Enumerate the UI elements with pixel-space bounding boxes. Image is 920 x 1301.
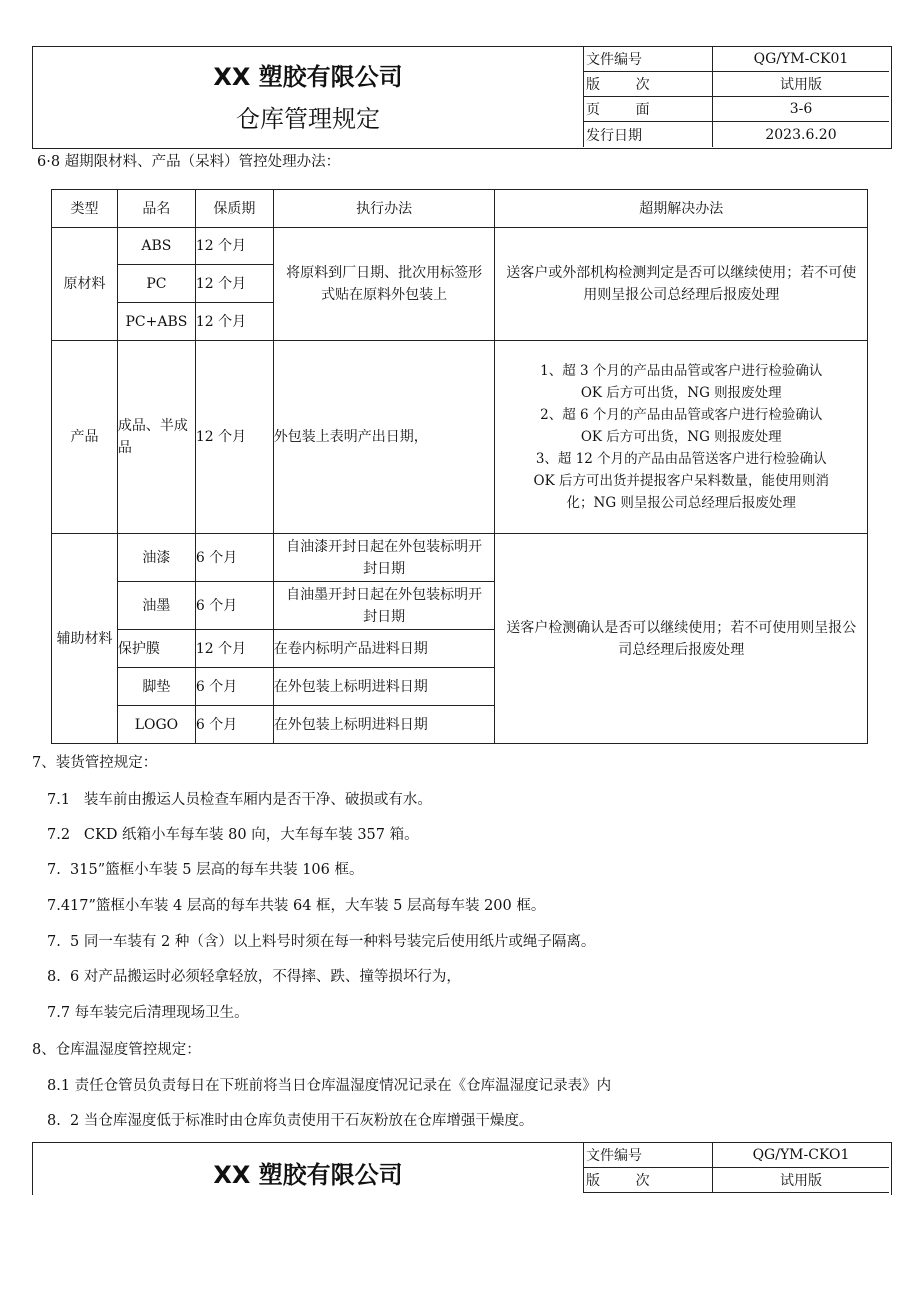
item-shelf: 12 个月	[195, 341, 273, 534]
section-7-item: 8. 6 对产品搬运时必须轻拿轻放，不得摔、跌、撞等损坏行为，	[47, 969, 461, 985]
item-method: 自油漆开封日起在外包装标明开封日期	[273, 534, 495, 582]
doc-no-label: 文件编号	[584, 47, 713, 72]
item-name: ABS	[117, 228, 195, 265]
overdue-line: OK 后方可出货，NG 则报废处理	[580, 385, 782, 401]
item-name: 成品、半成品	[117, 341, 195, 534]
section-7-heading: 7、装货管控规定：	[32, 755, 158, 771]
raw-method: 将原料到厂日期、批次用标签形式贴在原料外包装上	[273, 228, 495, 341]
item-shelf: 12 个月	[195, 303, 273, 341]
document-header	[32, 46, 892, 149]
version-label: 版 次	[584, 72, 713, 97]
version-value: 试用版	[713, 1168, 890, 1193]
item-name: PC	[117, 265, 195, 303]
type-cell-product: 产品	[52, 341, 118, 534]
overdue-line: 2、超 6 个月的产品由品管或客户进行检验确认	[540, 407, 823, 423]
header-cell: 执行办法	[273, 190, 495, 228]
version-label: 版 次	[584, 1168, 713, 1193]
header-meta-table	[583, 1143, 889, 1193]
section-8-item: 8.1 责任仓管员负责每日在下班前将当日仓库温湿度情况记录在《仓库温湿度记录表》内	[47, 1078, 612, 1094]
header-meta-table	[583, 47, 889, 147]
doc-no-value: QG/YM-CK01	[713, 47, 890, 72]
item-method: 在外包装上标明进料日期	[273, 706, 495, 744]
item-method: 在卷内标明产品进料日期	[273, 630, 495, 668]
next-page-header	[32, 1142, 892, 1195]
company-name: XX 塑胶有限公司	[213, 63, 403, 91]
section-7-item: 7. 315”篮框小车装 5 层高的每车共装 106 框。	[47, 862, 364, 878]
overdue-line: OK 后方可出货，NG 则报废处理	[580, 429, 782, 445]
overdue-line: OK 后方可出货并提报客户呆料数量，能使用则消	[533, 473, 829, 489]
item-shelf: 12 个月	[195, 265, 273, 303]
item-name: 脚垫	[117, 668, 195, 706]
section-8-item: 8. 2 当仓库湿度低于标准时由仓库负责使用干石灰粉放在仓库增强干燥度。	[47, 1113, 534, 1129]
item-shelf: 6 个月	[195, 706, 273, 744]
item-name: 油漆	[117, 534, 195, 582]
header-cell: 品名	[117, 190, 195, 228]
header-cell: 类型	[52, 190, 118, 228]
version-value: 试用版	[713, 72, 890, 97]
item-name: 油墨	[117, 582, 195, 630]
raw-overdue: 送客户或外部机构检测判定是否可以继续使用；若不可使用则呈报公司总经理后报废处理	[495, 228, 868, 341]
table-row	[52, 341, 868, 534]
table-row	[52, 228, 868, 265]
item-name: PC+ABS	[117, 303, 195, 341]
section-7-item: 7. 5 同一车装有 2 种（含）以上料号时须在每一种料号装完后使用纸片或绳子隔离。	[47, 934, 596, 950]
section-7-item: 7.1 装车前由搬运人员检查车厢内是否干净、破损或有水。	[47, 792, 432, 808]
item-method: 自油墨开封日起在外包装标明开封日期	[273, 582, 495, 630]
overdue-line: 3、超 12 个月的产品由品管送客户进行检验确认	[535, 451, 827, 467]
item-shelf: 12 个月	[195, 630, 273, 668]
overdue-materials-table	[51, 189, 868, 744]
company-name: XX 塑胶有限公司	[213, 1161, 403, 1189]
table-row	[52, 534, 868, 582]
document-title: 仓库管理规定	[236, 105, 380, 133]
item-shelf: 6 个月	[195, 534, 273, 582]
overdue-line: 化；NG 则呈报公司总经理后报废处理	[566, 495, 796, 511]
section-7-item: 7.417”篮框小车装 4 层高的每车共装 64 框，大车装 5 层高每车装 200 框。	[47, 898, 546, 914]
table-header-row	[52, 190, 868, 228]
item-shelf: 12 个月	[195, 228, 273, 265]
date-label: 发行日期	[584, 122, 713, 148]
aux-overdue: 送客户检测确认是否可以继续使用；若不可使用则呈报公司总经理后报废处理	[495, 534, 868, 744]
item-method: 在外包装上标明进料日期	[273, 668, 495, 706]
section-7-item: 7.2 CKD 纸箱小车每车装 80 向，大车每车装 357 箱。	[47, 827, 419, 843]
product-method: 外包装上表明产出日期，	[273, 341, 495, 534]
item-name: 保护膜	[117, 630, 195, 668]
item-name: LOGO	[117, 706, 195, 744]
section-8-heading: 8、仓库温湿度管控规定：	[32, 1042, 201, 1058]
type-cell-aux: 辅助材料	[52, 534, 118, 744]
doc-no-value: QG/YM-CKO1	[713, 1143, 890, 1168]
product-overdue	[495, 341, 868, 534]
overdue-line: 1、超 3 个月的产品由品管或客户进行检验确认	[540, 363, 823, 379]
type-cell-raw: 原材料	[52, 228, 118, 341]
item-shelf: 6 个月	[195, 668, 273, 706]
header-cell: 保质期	[195, 190, 273, 228]
item-shelf: 6 个月	[195, 582, 273, 630]
date-value: 2023.6.20	[713, 122, 890, 148]
section-6-8-heading: 6·8 超期限材料、产品（呆料）管控处理办法：	[37, 154, 341, 170]
page-label: 页 面	[584, 97, 713, 122]
section-7-item: 7.7 每车装完后清理现场卫生。	[47, 1005, 249, 1021]
header-cell: 超期解决办法	[495, 190, 868, 228]
page-value: 3-6	[713, 97, 890, 122]
doc-no-label: 文件编号	[584, 1143, 713, 1168]
